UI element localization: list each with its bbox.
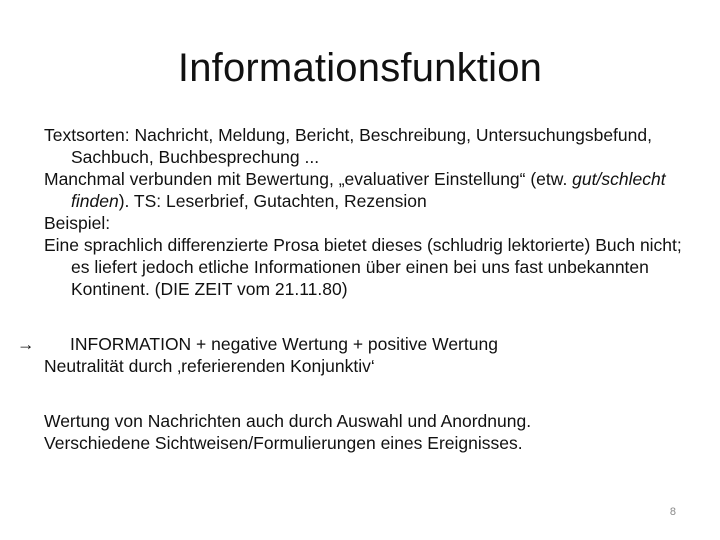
example-label: Beispiel: [44,213,111,233]
page-number: 8 [669,506,676,518]
evaluation-italic: gut/schlecht finden [71,169,666,211]
information-line [17,333,694,355]
evaluation-prefix: Manchmal verbunden mit Bewertung, „evaluativer Einstellung“ (etw. [44,169,573,189]
slide-title: Informationsfunktion [177,46,543,90]
information-text: INFORMATION + negative Wertung + positive Wertung [70,334,498,354]
evaluation-line [44,168,694,212]
text-types-line: Textsorten: Nachricht, Meldung, Bericht, Beschreibung, Untersuchungsbefund, Sachbuch, Buchbesprechung ... [44,125,652,167]
perspectives-line: Verschiedene Sichtweisen/Formulierungen eines Ereignisses. [44,433,523,453]
evaluation-suffix: ). TS: Leserbrief, Gutachten, Rezension [118,191,427,211]
spacer [44,377,694,410]
arrow-right-icon: → [17,334,35,354]
spacer [44,300,694,333]
neutrality-line: Neutralität durch ‚referierenden Konjunktiv‘ [44,356,375,376]
slide-content [17,124,694,454]
example-text: Eine sprachlich differenzierte Prosa bietet dieses (schludrig lektorierte) Buch nicht; es liefert jedoch etliche Informationen über einen bei uns fast unbekannten Kontinent. (DIE ZEIT vom 21.11.80) [44,235,682,299]
evaluation-news-line: Wertung von Nachrichten auch durch Auswahl und Anordnung. [44,411,532,431]
